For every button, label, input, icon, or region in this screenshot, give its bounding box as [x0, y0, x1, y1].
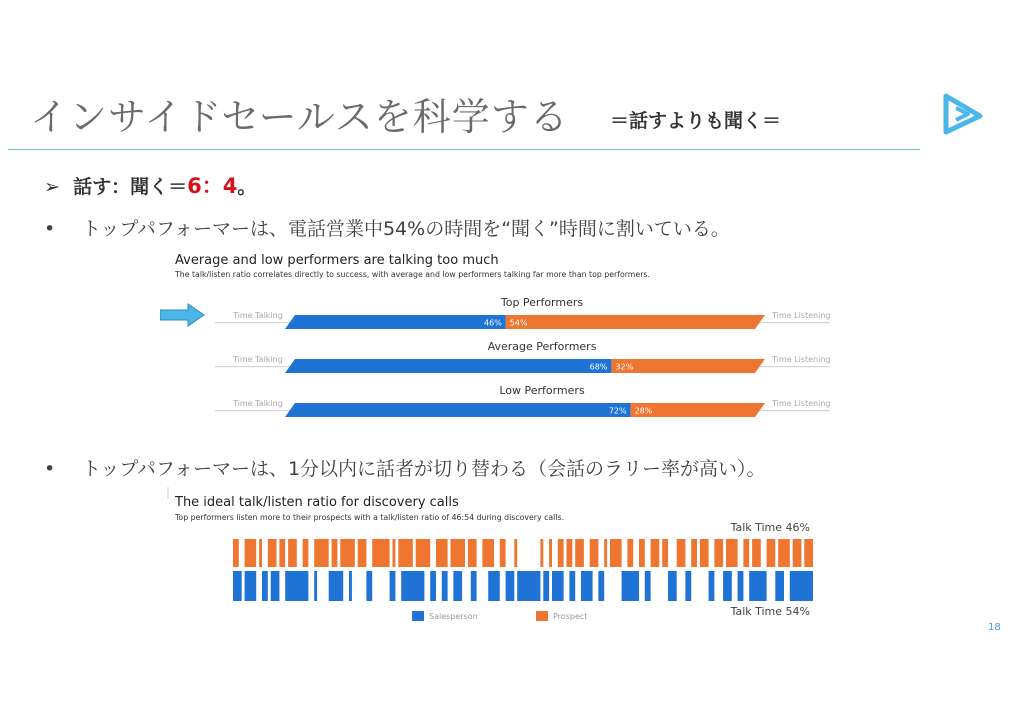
salesperson-segment	[262, 571, 268, 601]
prospect-segment	[558, 539, 564, 567]
listen-bar	[506, 315, 765, 329]
prospect-segment	[804, 539, 813, 567]
salesperson-segment	[390, 571, 396, 601]
prospect-segment	[677, 539, 686, 567]
title-divider	[8, 149, 920, 150]
time-talking-label: Time Talking	[233, 355, 283, 364]
listen-bar	[611, 359, 765, 373]
time-talking-label: Time Talking	[233, 311, 283, 320]
legend-salesperson-label: Salesperson	[429, 612, 478, 621]
prospect-segment	[767, 539, 776, 567]
time-listening-label: Time Listening	[772, 311, 831, 320]
brand-logo-icon	[940, 86, 990, 140]
salesperson-timeline	[233, 571, 813, 601]
salesperson-segment	[517, 571, 540, 601]
prospect-segment	[662, 539, 668, 567]
bar-groups	[215, 296, 830, 417]
talk-bar	[285, 315, 506, 329]
prospect-segment	[778, 539, 790, 567]
prospect-segment	[567, 539, 573, 567]
prospect-timeline	[233, 539, 813, 567]
legend-salesperson-swatch	[412, 611, 424, 621]
talk-value-label: 46%	[484, 318, 502, 328]
salesperson-segment	[749, 571, 766, 601]
prospect-segment	[468, 539, 477, 567]
listen-value-label: 32%	[615, 362, 634, 372]
chart-subtitle: The talk/listen ratio correlates directly to success, with average and low performers talking far more than top performers.	[175, 270, 650, 279]
salesperson-segment	[488, 571, 500, 601]
bullet-text: トップパフォーマーは、電話営業中54%の時間を“聞く”時間に割いている。	[82, 218, 730, 240]
page-number: 18	[988, 622, 1001, 633]
prospect-segment	[726, 539, 738, 567]
group-label: Top Performers	[500, 296, 584, 309]
prospect-segment	[639, 539, 645, 567]
salesperson-segment	[552, 571, 564, 601]
chart-title: Average and low performers are talking too much	[175, 253, 499, 268]
salesperson-segment	[285, 571, 308, 601]
salesperson-segment	[645, 571, 651, 601]
bullet-top-performer-switch	[44, 454, 766, 481]
page-title: インサイドセールスを科学する	[30, 95, 569, 139]
prospect-segment	[303, 539, 309, 567]
chart-subtitle: Top performers listen more to their prospects with a talk/listen ratio of 46:54 during discovery calls.	[175, 513, 565, 522]
salesperson-segment	[598, 571, 604, 601]
prospect-segment	[358, 539, 367, 567]
salesperson-segment	[430, 571, 436, 601]
prospect-segment	[393, 539, 396, 567]
salesperson-segment	[569, 571, 575, 601]
prospect-segment	[590, 539, 599, 567]
chart-title: The ideal talk/listen ratio for discovery calls	[175, 495, 459, 510]
bullet-dot-icon: •	[44, 218, 56, 240]
salesperson-segment	[471, 571, 477, 601]
prospect-segment	[332, 539, 338, 567]
listen-value-label: 28%	[634, 406, 653, 416]
talk-value-label: 68%	[589, 362, 608, 372]
salesperson-segment	[314, 571, 317, 601]
prospect-segment	[575, 539, 584, 567]
arrow-bullet-icon: ➢	[44, 176, 60, 198]
page-subtitle: ＝話すよりも聞く＝	[610, 110, 782, 132]
prospect-segment	[540, 539, 543, 567]
salesperson-segment	[668, 571, 677, 601]
prospect-segment	[245, 539, 257, 567]
prospect-segment	[549, 539, 552, 567]
salesperson-segment	[506, 571, 515, 601]
prospect-segment	[627, 539, 633, 567]
prospect-segment	[314, 539, 329, 567]
time-talking-label: Time Talking	[233, 399, 283, 408]
salesperson-segment	[543, 571, 549, 601]
ratio-suffix: 。	[237, 176, 257, 198]
legend-prospect-label: Prospect	[553, 612, 588, 621]
legend-prospect-swatch	[536, 611, 548, 621]
prospect-segment	[743, 539, 749, 567]
prospect-segment	[372, 539, 389, 567]
salesperson-segment	[775, 571, 784, 601]
salesperson-segment	[709, 571, 715, 601]
group-label: Average Performers	[487, 340, 597, 353]
salesperson-segment	[349, 571, 352, 601]
prospect-segment	[416, 539, 431, 567]
prospect-segment	[398, 539, 413, 567]
discovery-call-timeline-chart	[160, 485, 840, 630]
bullet-top-performer-listen	[44, 214, 730, 241]
bullet-ratio	[44, 170, 256, 200]
talk-listen-ratio-chart	[160, 245, 840, 420]
salesperson-segment	[738, 571, 744, 601]
salesperson-segment	[233, 571, 242, 601]
salesperson-segment	[401, 571, 424, 601]
salesperson-segment	[442, 571, 448, 601]
prospect-segment	[436, 539, 448, 567]
salesperson-segment	[790, 571, 813, 601]
prospect-segment	[700, 539, 709, 567]
prospect-segment	[340, 539, 355, 567]
talk-time-top-label: Talk Time 46%	[730, 521, 810, 534]
prospect-segment	[691, 539, 697, 567]
ratio-prefix: 話す：聞く＝	[73, 176, 188, 198]
group-label: Low Performers	[499, 384, 585, 397]
prospect-segment	[752, 539, 761, 567]
ratio-value: 6：4	[187, 174, 238, 198]
prospect-segment	[233, 539, 239, 567]
prospect-segment	[514, 539, 517, 567]
prospect-segment	[793, 539, 802, 567]
prospect-segment	[482, 539, 494, 567]
prospect-segment	[604, 539, 607, 567]
bullet-dot-icon: •	[44, 458, 56, 480]
salesperson-segment	[245, 571, 257, 601]
time-listening-label: Time Listening	[772, 399, 831, 408]
prospect-segment	[610, 539, 622, 567]
prospect-segment	[714, 539, 723, 567]
time-listening-label: Time Listening	[772, 355, 831, 364]
prospect-segment	[500, 539, 506, 567]
prospect-segment	[268, 539, 277, 567]
salesperson-segment	[685, 571, 691, 601]
prospect-segment	[279, 539, 285, 567]
salesperson-segment	[723, 571, 732, 601]
listen-value-label: 54%	[509, 318, 528, 328]
highlight-arrow-icon	[160, 304, 204, 326]
prospect-segment	[451, 539, 466, 567]
prospect-segment	[259, 539, 262, 567]
talk-value-label: 72%	[608, 406, 627, 416]
prospect-segment	[288, 539, 297, 567]
salesperson-segment	[622, 571, 639, 601]
salesperson-segment	[271, 571, 280, 601]
bullet-text: トップパフォーマーは、1分以内に話者が切り替わる（会話のラリー率が高い）。	[82, 458, 766, 480]
salesperson-segment	[329, 571, 344, 601]
prospect-segment	[651, 539, 660, 567]
talk-bar	[285, 403, 631, 417]
talk-time-bottom-label: Talk Time 54%	[730, 605, 810, 618]
salesperson-segment	[453, 571, 462, 601]
salesperson-segment	[366, 571, 372, 601]
salesperson-segment	[581, 571, 593, 601]
talk-bar	[285, 359, 611, 373]
